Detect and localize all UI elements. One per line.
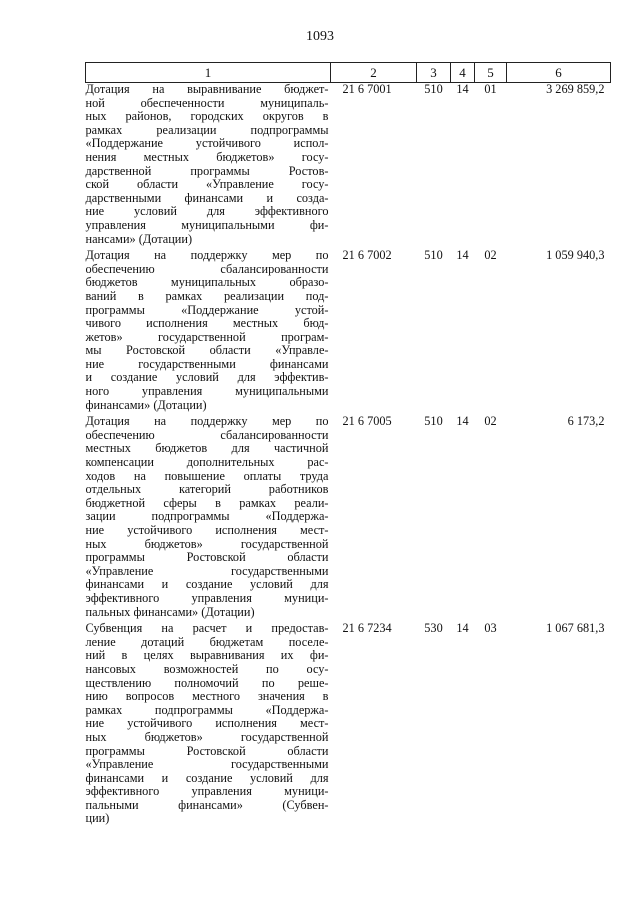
- amount-value: 1 067 681,3: [546, 621, 605, 636]
- subsection-code: 02: [484, 248, 497, 263]
- section-code: 14: [456, 621, 469, 636]
- description-line: нения местных бюджетов» госу-: [85, 149, 329, 164]
- description-line: дарственными финансами и созда-: [85, 190, 329, 205]
- description-line: ществлению полномочий по реше-: [85, 675, 329, 690]
- table-row: [86, 415, 611, 622]
- amount-value: 1 059 940,3: [546, 248, 605, 263]
- target-article-code: 21 6 7234: [342, 621, 392, 636]
- description-line: ской области «Управление госу-: [85, 177, 329, 192]
- description-line: пальных финансами» (Дотации): [85, 604, 255, 619]
- description-line: ции): [85, 811, 110, 826]
- target-article-code: 21 6 7002: [342, 248, 392, 263]
- description-line: ление дотаций бюджетам поселе-: [85, 634, 329, 649]
- description-line: ние государственными финансами: [85, 356, 329, 371]
- description-line: управления муниципальными фи-: [85, 217, 329, 232]
- description-line: эффективного управления муници-: [85, 590, 329, 605]
- description-line: жетов» государственной програм-: [85, 329, 329, 344]
- budget-table: [85, 62, 611, 829]
- description-line: Дотация на поддержку мер по: [85, 414, 329, 429]
- description-line: и создание условий для эффектив-: [85, 370, 329, 385]
- subsection-code: 01: [484, 82, 497, 96]
- expense-type: 510: [424, 248, 443, 263]
- description-line: дарственной программы Ростов-: [85, 163, 329, 178]
- description-line: эффективного управления муници-: [85, 784, 329, 799]
- expense-type: 510: [424, 82, 443, 96]
- description-line: бюджетов муниципальных образо-: [85, 275, 329, 290]
- description-line: мы Ростовской области «Управле-: [85, 343, 329, 358]
- description-line: финансами и создание условий для: [85, 577, 329, 592]
- description-line: ных районов, городских округов в: [85, 109, 329, 124]
- expense-type: 510: [424, 414, 443, 429]
- description-line: нию вопросов местного значения в: [85, 689, 329, 704]
- description-line: бюджетной сферы в рамках реали-: [85, 495, 329, 510]
- description-line: ного управления муниципальными: [85, 384, 329, 399]
- description-line: «Управление государственными: [85, 757, 329, 772]
- section-code: 14: [456, 248, 469, 263]
- description-line: «Управление государственными: [85, 563, 329, 578]
- subsection-code: 03: [484, 621, 497, 636]
- description-line: ходов на повышение оплаты труда: [85, 468, 329, 483]
- subsection-code: 02: [484, 414, 497, 429]
- description-line: отдельных категорий работников: [85, 482, 329, 497]
- table-header-row: [86, 63, 611, 83]
- page-number: 1093: [306, 29, 334, 44]
- description-line: ной обеспеченности муниципаль-: [85, 95, 329, 110]
- header-cell: 1: [86, 63, 331, 83]
- row-description: [86, 249, 331, 415]
- target-article-code: 21 6 7001: [342, 82, 392, 96]
- description-line: финансами» (Дотации): [85, 397, 207, 412]
- row-description: [86, 415, 331, 622]
- description-line: нансовых возможностей по осу-: [85, 661, 329, 676]
- description-line: ние устойчивого исполнения мест-: [85, 716, 329, 731]
- expense-type: 530: [424, 621, 443, 636]
- row-description: [86, 622, 331, 829]
- description-line: рамках подпрограммы «Поддержа-: [85, 702, 329, 717]
- description-line: обеспечению сбалансированности: [85, 261, 329, 276]
- amount-value: 6 173,2: [567, 414, 605, 429]
- description-line: ние условий для эффективного: [85, 204, 329, 219]
- description-line: чивого исполнения местных бюд-: [85, 316, 329, 331]
- header-cell: 3: [417, 63, 451, 83]
- section-code: 14: [456, 414, 469, 429]
- description-line: «Поддержание устойчивого испол-: [85, 136, 329, 151]
- header-cell: 4: [451, 63, 475, 83]
- header-cell: 5: [475, 63, 507, 83]
- description-line: компенсации дополнительных рас-: [85, 455, 329, 470]
- description-line: ние устойчивого исполнения мест-: [85, 523, 329, 537]
- table-row: [86, 83, 611, 250]
- description-line: обеспечению сбалансированности: [85, 427, 329, 442]
- description-line: ных бюджетов» государственной: [85, 536, 329, 551]
- description-line: Субвенция на расчет и предостав-: [85, 621, 329, 636]
- table-row: [86, 249, 611, 415]
- description-line: Дотация на поддержку мер по: [85, 248, 329, 263]
- amount-value: 3 269 859,2: [546, 82, 605, 96]
- description-line: местных бюджетов для частичной: [85, 441, 329, 456]
- target-article-code: 21 6 7005: [342, 414, 392, 429]
- description-line: зации подпрограммы «Поддержа-: [85, 509, 329, 524]
- description-line: ных бюджетов» государственной: [85, 729, 329, 744]
- description-line: пальными финансами» (Субвен-: [85, 797, 329, 812]
- description-line: финансами и создание условий для: [85, 770, 329, 785]
- row-description: [86, 83, 331, 250]
- header-cell: 6: [507, 63, 611, 83]
- section-code: 14: [456, 82, 469, 96]
- description-line: ний в целях выравнивания их фи-: [85, 648, 329, 663]
- description-line: ваний в рамках реализации под-: [85, 288, 329, 303]
- description-line: рамках реализации подпрограммы: [85, 122, 329, 137]
- description-line: программы Ростовской области: [85, 743, 329, 758]
- header-cell: 2: [331, 63, 417, 83]
- description-line: программы «Поддержание устой-: [85, 302, 329, 317]
- description-line: Дотация на выравнивание бюджет-: [85, 82, 329, 96]
- description-line: нансами» (Дотации): [85, 231, 193, 246]
- table-row: [86, 622, 611, 829]
- description-line: программы Ростовской области: [85, 550, 329, 565]
